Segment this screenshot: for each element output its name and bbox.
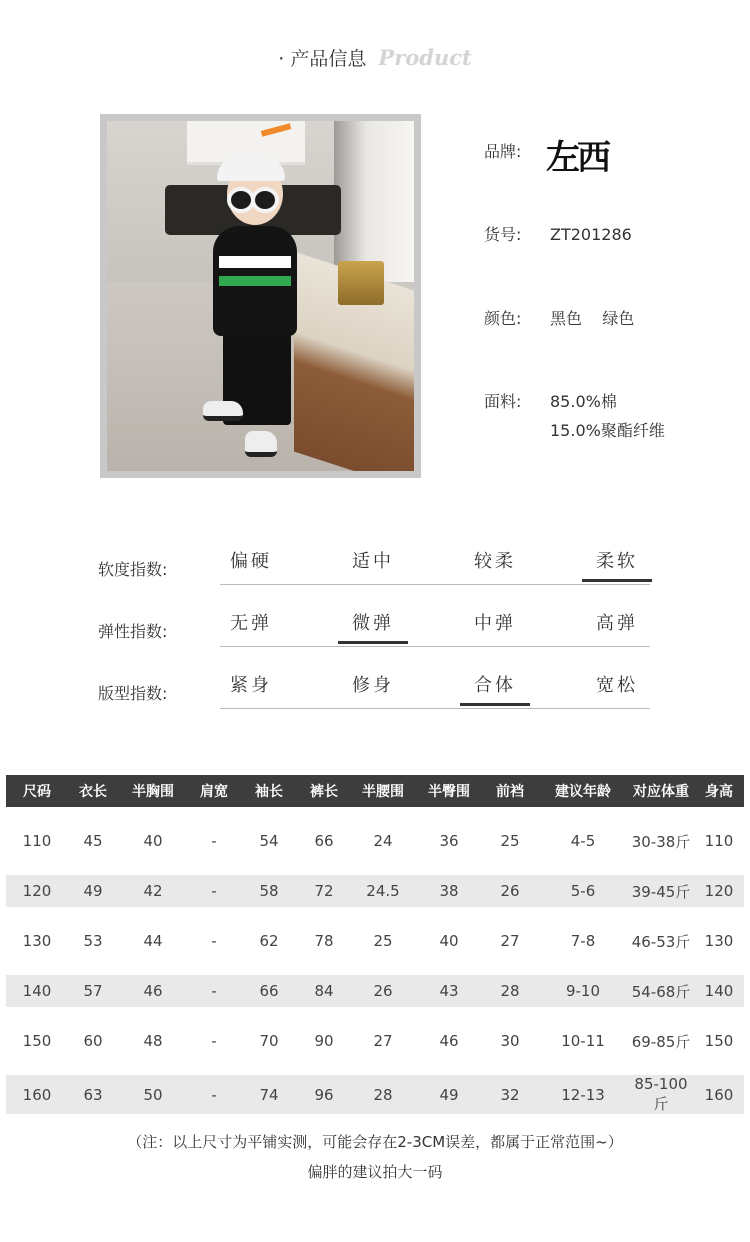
table-cell: 49 [68, 875, 118, 907]
table-cell: 63 [68, 1075, 118, 1114]
table-cell: 54 [259, 832, 279, 850]
size-table [6, 775, 744, 1114]
table-cell: 5-6 [538, 875, 628, 907]
fabric-label: 面料: [484, 392, 522, 411]
table-cell: 49 [416, 1075, 482, 1114]
table-cell: 62 [259, 932, 279, 950]
table-cell: 90 [314, 1032, 334, 1050]
info-color [484, 306, 634, 329]
section-title-cn: · 产品信息 [278, 48, 367, 70]
table-cell: 160 [6, 1075, 68, 1114]
color-value: 黑色 绿色 [550, 309, 635, 328]
table-cell: - [211, 832, 217, 850]
index-option: 偏硬 [230, 551, 272, 572]
table-cell: 44 [143, 932, 163, 950]
table-cell: - [211, 1032, 217, 1050]
brand-logo: 左西 [546, 138, 608, 178]
size-table-header-cell: 对应体重 [628, 775, 694, 807]
table-cell: 120 [694, 875, 744, 907]
table-cell: 24.5 [350, 875, 416, 907]
table-cell: 10-11 [561, 1032, 605, 1050]
size-table-header-cell: 建议年龄 [538, 775, 628, 807]
size-table-header-cell: 尺码 [6, 775, 68, 807]
table-cell: 7-8 [570, 932, 596, 950]
table-cell: 43 [416, 975, 482, 1007]
elasticity-index-row [98, 609, 658, 649]
info-code [484, 222, 632, 245]
table-cell: 46 [439, 1032, 459, 1050]
table-cell: 26 [482, 875, 538, 907]
table-cell: - [188, 875, 240, 907]
table-cell: 140 [694, 975, 744, 1007]
table-cell: 84 [298, 975, 350, 1007]
table-cell: 85-100斤 [628, 1075, 694, 1114]
color-label: 颜色: [484, 309, 522, 328]
index-option: 较柔 [474, 551, 516, 572]
table-row [6, 1075, 744, 1114]
product-photo-frame [100, 114, 421, 478]
brand-label: 品牌: [484, 142, 522, 161]
index-label: 版型指数: [98, 684, 168, 703]
table-cell: 50 [118, 1075, 188, 1114]
index-option: 修身 [352, 675, 394, 696]
table-cell: 54-68斤 [628, 975, 694, 1007]
table-cell: 150 [22, 1032, 52, 1050]
table-cell: 25 [500, 832, 520, 850]
section-title [0, 44, 750, 71]
index-label: 软度指数: [98, 560, 168, 579]
table-cell: 27 [373, 1032, 393, 1050]
index-option: 高弹 [596, 613, 638, 634]
table-row [6, 807, 744, 875]
table-cell: 4-5 [570, 832, 596, 850]
index-option: 无弹 [230, 613, 272, 634]
index-option: 紧身 [230, 675, 272, 696]
index-option: 柔软 [582, 547, 652, 582]
table-cell: 27 [500, 932, 520, 950]
table-cell: 48 [143, 1032, 163, 1050]
table-cell: 53 [83, 932, 103, 950]
index-option: 宽松 [596, 675, 638, 696]
table-cell: 60 [83, 1032, 103, 1050]
size-table-header-cell: 身高 [694, 775, 744, 807]
table-cell: - [211, 932, 217, 950]
table-row [6, 1007, 744, 1075]
table-cell: 96 [298, 1075, 350, 1114]
table-row [6, 907, 744, 975]
table-cell: 12-13 [538, 1075, 628, 1114]
table-cell: 39-45斤 [628, 875, 694, 907]
size-table-header-cell: 半臀围 [416, 775, 482, 807]
table-cell: 28 [482, 975, 538, 1007]
size-table-header-cell: 肩宽 [188, 775, 240, 807]
index-track [220, 646, 650, 647]
measurement-note: （注：以上尺寸为平铺实测，可能会存在2-3CM误差，都属于正常范围~） [127, 1133, 623, 1151]
fit-index-row [98, 671, 658, 711]
info-fabric [484, 389, 617, 412]
table-cell: 36 [439, 832, 459, 850]
table-row [6, 975, 744, 1007]
table-cell: 160 [694, 1075, 744, 1114]
table-cell: 78 [314, 932, 334, 950]
table-cell: 72 [298, 875, 350, 907]
table-cell: 9-10 [538, 975, 628, 1007]
table-cell: 28 [350, 1075, 416, 1114]
softness-index-row [98, 547, 658, 587]
table-cell: 26 [350, 975, 416, 1007]
size-table-header-cell: 半胸围 [118, 775, 188, 807]
table-cell: 130 [22, 932, 52, 950]
table-cell: 24 [373, 832, 393, 850]
table-cell: 45 [83, 832, 103, 850]
table-cell: 30 [500, 1032, 520, 1050]
table-cell: 46-53斤 [631, 932, 691, 951]
table-cell: 66 [240, 975, 298, 1007]
size-table-header-cell: 衣长 [68, 775, 118, 807]
table-cell: 38 [416, 875, 482, 907]
index-label: 弹性指数: [98, 622, 168, 641]
section-title-en: Product [378, 45, 472, 70]
table-cell: - [188, 1075, 240, 1114]
index-option: 合体 [460, 671, 530, 706]
info-brand [484, 139, 550, 162]
table-cell: 42 [118, 875, 188, 907]
table-cell: 110 [704, 832, 734, 850]
table-cell: 74 [240, 1075, 298, 1114]
table-cell: 150 [704, 1032, 734, 1050]
table-cell: 25 [373, 932, 393, 950]
table-cell: 46 [118, 975, 188, 1007]
size-table-header-cell: 半腰围 [350, 775, 416, 807]
table-cell: 120 [6, 875, 68, 907]
product-photo [107, 121, 414, 471]
size-table-header-cell: 前裆 [482, 775, 538, 807]
table-cell: 110 [22, 832, 52, 850]
table-row [6, 875, 744, 907]
info-fabric-line2 [550, 418, 665, 441]
index-option: 中弹 [474, 613, 516, 634]
code-value: ZT201286 [550, 225, 632, 244]
table-cell: 70 [259, 1032, 279, 1050]
index-track [220, 584, 650, 585]
index-option: 微弹 [338, 609, 408, 644]
table-cell: 32 [482, 1075, 538, 1114]
fabric-line1: 85.0%棉 [550, 392, 617, 411]
table-cell: 40 [143, 832, 163, 850]
table-cell: 40 [439, 932, 459, 950]
table-cell: 69-85斤 [631, 1032, 691, 1051]
table-cell: 30-38斤 [631, 832, 691, 851]
size-advice-note: 偏胖的建议拍大一码 [307, 1163, 443, 1181]
index-track [220, 708, 650, 709]
table-cell: 140 [6, 975, 68, 1007]
fabric-line2: 15.0%聚酯纤维 [550, 421, 665, 440]
table-cell: 57 [68, 975, 118, 1007]
index-option: 适中 [352, 551, 394, 572]
table-cell: 58 [240, 875, 298, 907]
size-table-header-cell: 袖长 [240, 775, 298, 807]
code-label: 货号: [484, 225, 522, 244]
size-table-header-cell: 裤长 [298, 775, 350, 807]
size-table-header [6, 775, 744, 807]
table-cell: 66 [314, 832, 334, 850]
table-cell: 130 [704, 932, 734, 950]
table-cell: - [188, 975, 240, 1007]
